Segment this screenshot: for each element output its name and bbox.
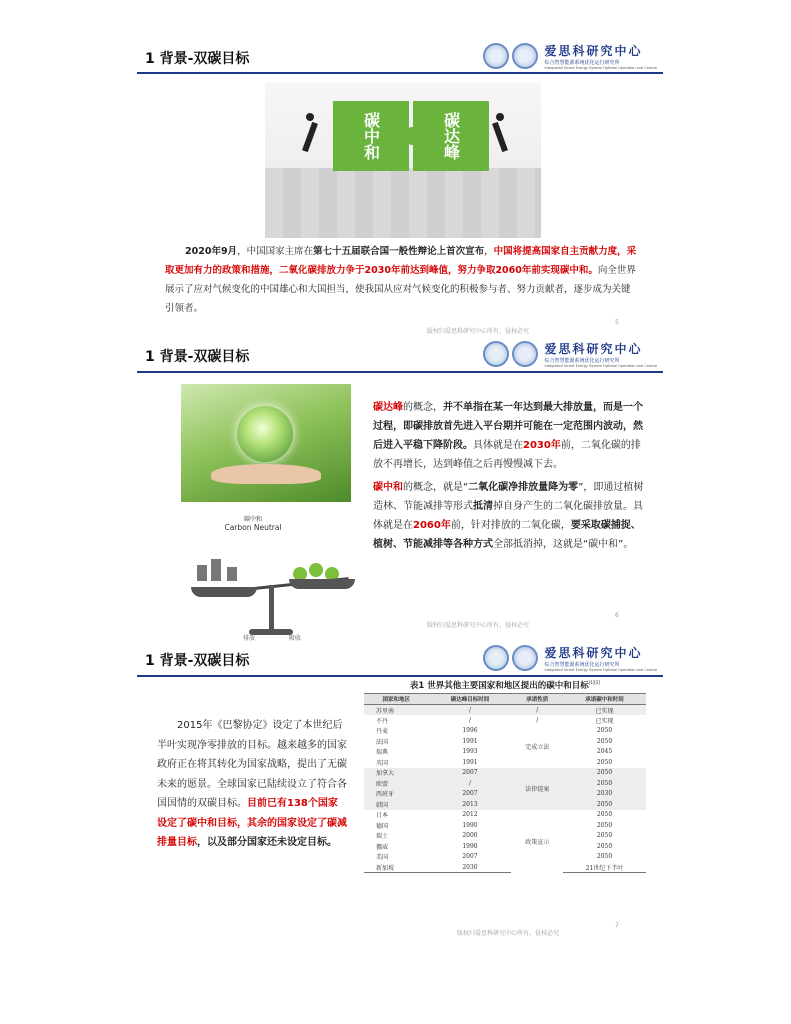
puzzle-piece-carbon-peak: 碳达峰: [413, 101, 489, 171]
table-row: 法国 1991 2050: [376, 737, 613, 746]
table-row: 苏里南 / / 已实现: [364, 705, 646, 716]
header-divider: [137, 675, 663, 677]
logo-title: 爱思科研究中心: [544, 646, 643, 660]
page-number: 6: [615, 612, 619, 619]
puzzle-image: [265, 83, 541, 238]
institute-seal-icon: [512, 645, 538, 671]
table-row: 西班牙 2007 2030: [364, 789, 646, 800]
header-divider: [137, 72, 663, 74]
logo-english: Integrated Smart Energy System Optimal Operation and Control: [544, 364, 657, 368]
commit-group: 法律提案: [511, 768, 563, 810]
logo-subtitle: 综合智慧能源系统优化运行研究所: [544, 358, 620, 364]
footer-copyright: 版权归爱思科研究中心所有，侵权必究: [427, 328, 530, 335]
table-row: 加拿大 2007 法律提案 2050: [364, 768, 646, 779]
slide-title: 1 背景-双碳目标: [145, 653, 250, 669]
hand-globe-image: [181, 384, 351, 502]
logo-subtitle: 综合智慧能源系统优化运行研究所: [544, 60, 620, 66]
commit-group: 完成立法: [525, 744, 550, 751]
table-row: 瑞典 1993 2045: [376, 748, 613, 757]
table-header: 碳达峰目标时间: [429, 694, 512, 705]
paragraph-carbon-peak: 碳达峰的概念，并不单指在某一年达到最大排放量，而是一个过程，即碳排放首先进入平台期并可能在一定范围内波动，然后进入平稳下降阶段。具体就是在2030年前，二氧化碳的排放不再增长，达到峰值之后再慢慢减下去。: [373, 402, 643, 470]
university-seal-icon: [483, 43, 509, 69]
table-row: 德国 1990 2050: [376, 821, 613, 830]
institute-seal-icon: [512, 43, 538, 69]
table-row: 挪威 1990 2050: [376, 842, 613, 851]
table-header: 国家和地区: [364, 694, 429, 705]
paris-agreement-text: 2015年《巴黎协定》设定了本世纪后半叶实现净零排放的目标。越来越多的国家政府正在将其转化为国家战略，提出了无碳未来的愿景。全球国家已陆续设立了符合各国国情的双碳目标。目前已有138个国家设定了碳中和目标，其余的国家设定了碳减排量目标，以及部分国家还未设定目标。: [157, 720, 347, 848]
table-row: 新加坡 2030 21世纪下半叶: [364, 862, 646, 873]
scale-label-emission: 排放: [243, 635, 256, 642]
commit-group: 政策宣示: [525, 838, 550, 846]
table-row: 不丹 / / 已实现: [376, 716, 614, 725]
header-divider: [137, 371, 663, 373]
slide-title: 1 背景-双碳目标: [145, 51, 250, 67]
page-number: 5: [615, 319, 619, 326]
puzzle-piece-carbon-neutral: 碳中和: [333, 101, 409, 171]
table-row: 英国 1991 2050: [376, 758, 613, 767]
table-row: 韩国 2013 2050: [364, 799, 646, 810]
slide-3: [137, 640, 663, 940]
carbon-neutral-label: 碳中和 Carbon Neutral: [224, 516, 282, 532]
logo: [483, 340, 657, 368]
logo-english: Integrated Smart Energy System Optimal Operation and Control: [544, 66, 657, 70]
table-header: 承诺性质: [511, 694, 563, 705]
logo-english: Integrated Smart Energy System Optimal Operation and Control: [544, 668, 657, 672]
balance-scale-image: [183, 541, 363, 646]
concept-text: [373, 398, 645, 554]
footer-copyright: 版权归爱思科研究中心所有，侵权必究: [457, 930, 560, 937]
page-number: 7: [615, 922, 619, 929]
carbon-neutral-table: [364, 679, 646, 873]
table-row: 丹麦 1996 完成立法 2050: [364, 726, 646, 737]
slide-title: 1 背景-双碳目标: [145, 349, 250, 365]
logo-subtitle: 综合智慧能源系统优化运行研究所: [544, 662, 620, 668]
scale-label-absorption: 吸收: [289, 635, 302, 642]
logo-title: 爱思科研究中心: [544, 44, 643, 58]
paragraph-carbon-neutral: 碳中和的概念，就是“二氧化碳净排放量降为零”，即通过植树造林、节能减排等形式抵清掉自身产生的二氧化碳排放量。具体就是在2060年前，针对排放的二氧化碳，要采取碳捕捉、植树、节能减排等各种方式全部抵消掉，这就是“碳中和”。: [373, 482, 644, 550]
table-row: 欧盟 / 2050: [364, 778, 646, 789]
table-header: 承诺碳中和时间: [563, 694, 646, 705]
slide-2: [137, 336, 663, 642]
paragraph-announcement: 2020年9月，中国国家主席在第七十五届联合国一般性辩论上首次宣布，中国将提高国家自主贡献力度，采取更加有力的政策和措施，二氧化碳排放力争于2030年前达到峰值，努力争取2060年前实现碳中和。向全世界展示了应对气候变化的中国雄心和大国担当，使我国从应对气候变化的积极参与者、努力贡献者，逐步成为关键引领者。: [165, 246, 637, 314]
table-row: 日本 2012 政策宣示 2050: [364, 810, 646, 821]
university-seal-icon: [483, 645, 509, 671]
table-row: 瑞士 2000 2050: [376, 832, 613, 841]
institute-seal-icon: [512, 341, 538, 367]
logo-title: 爱思科研究中心: [544, 342, 643, 356]
table-title: 表1 世界其他主要国家和地区提出的碳中和目标[1][2]: [409, 680, 601, 691]
slide-1: [137, 38, 663, 338]
table-row: 美国 2007 2050: [376, 853, 613, 862]
logo: [483, 644, 657, 672]
logo: [483, 42, 657, 70]
university-seal-icon: [483, 341, 509, 367]
footer-copyright: 版权归爱思科研究中心所有，侵权必究: [427, 622, 530, 629]
